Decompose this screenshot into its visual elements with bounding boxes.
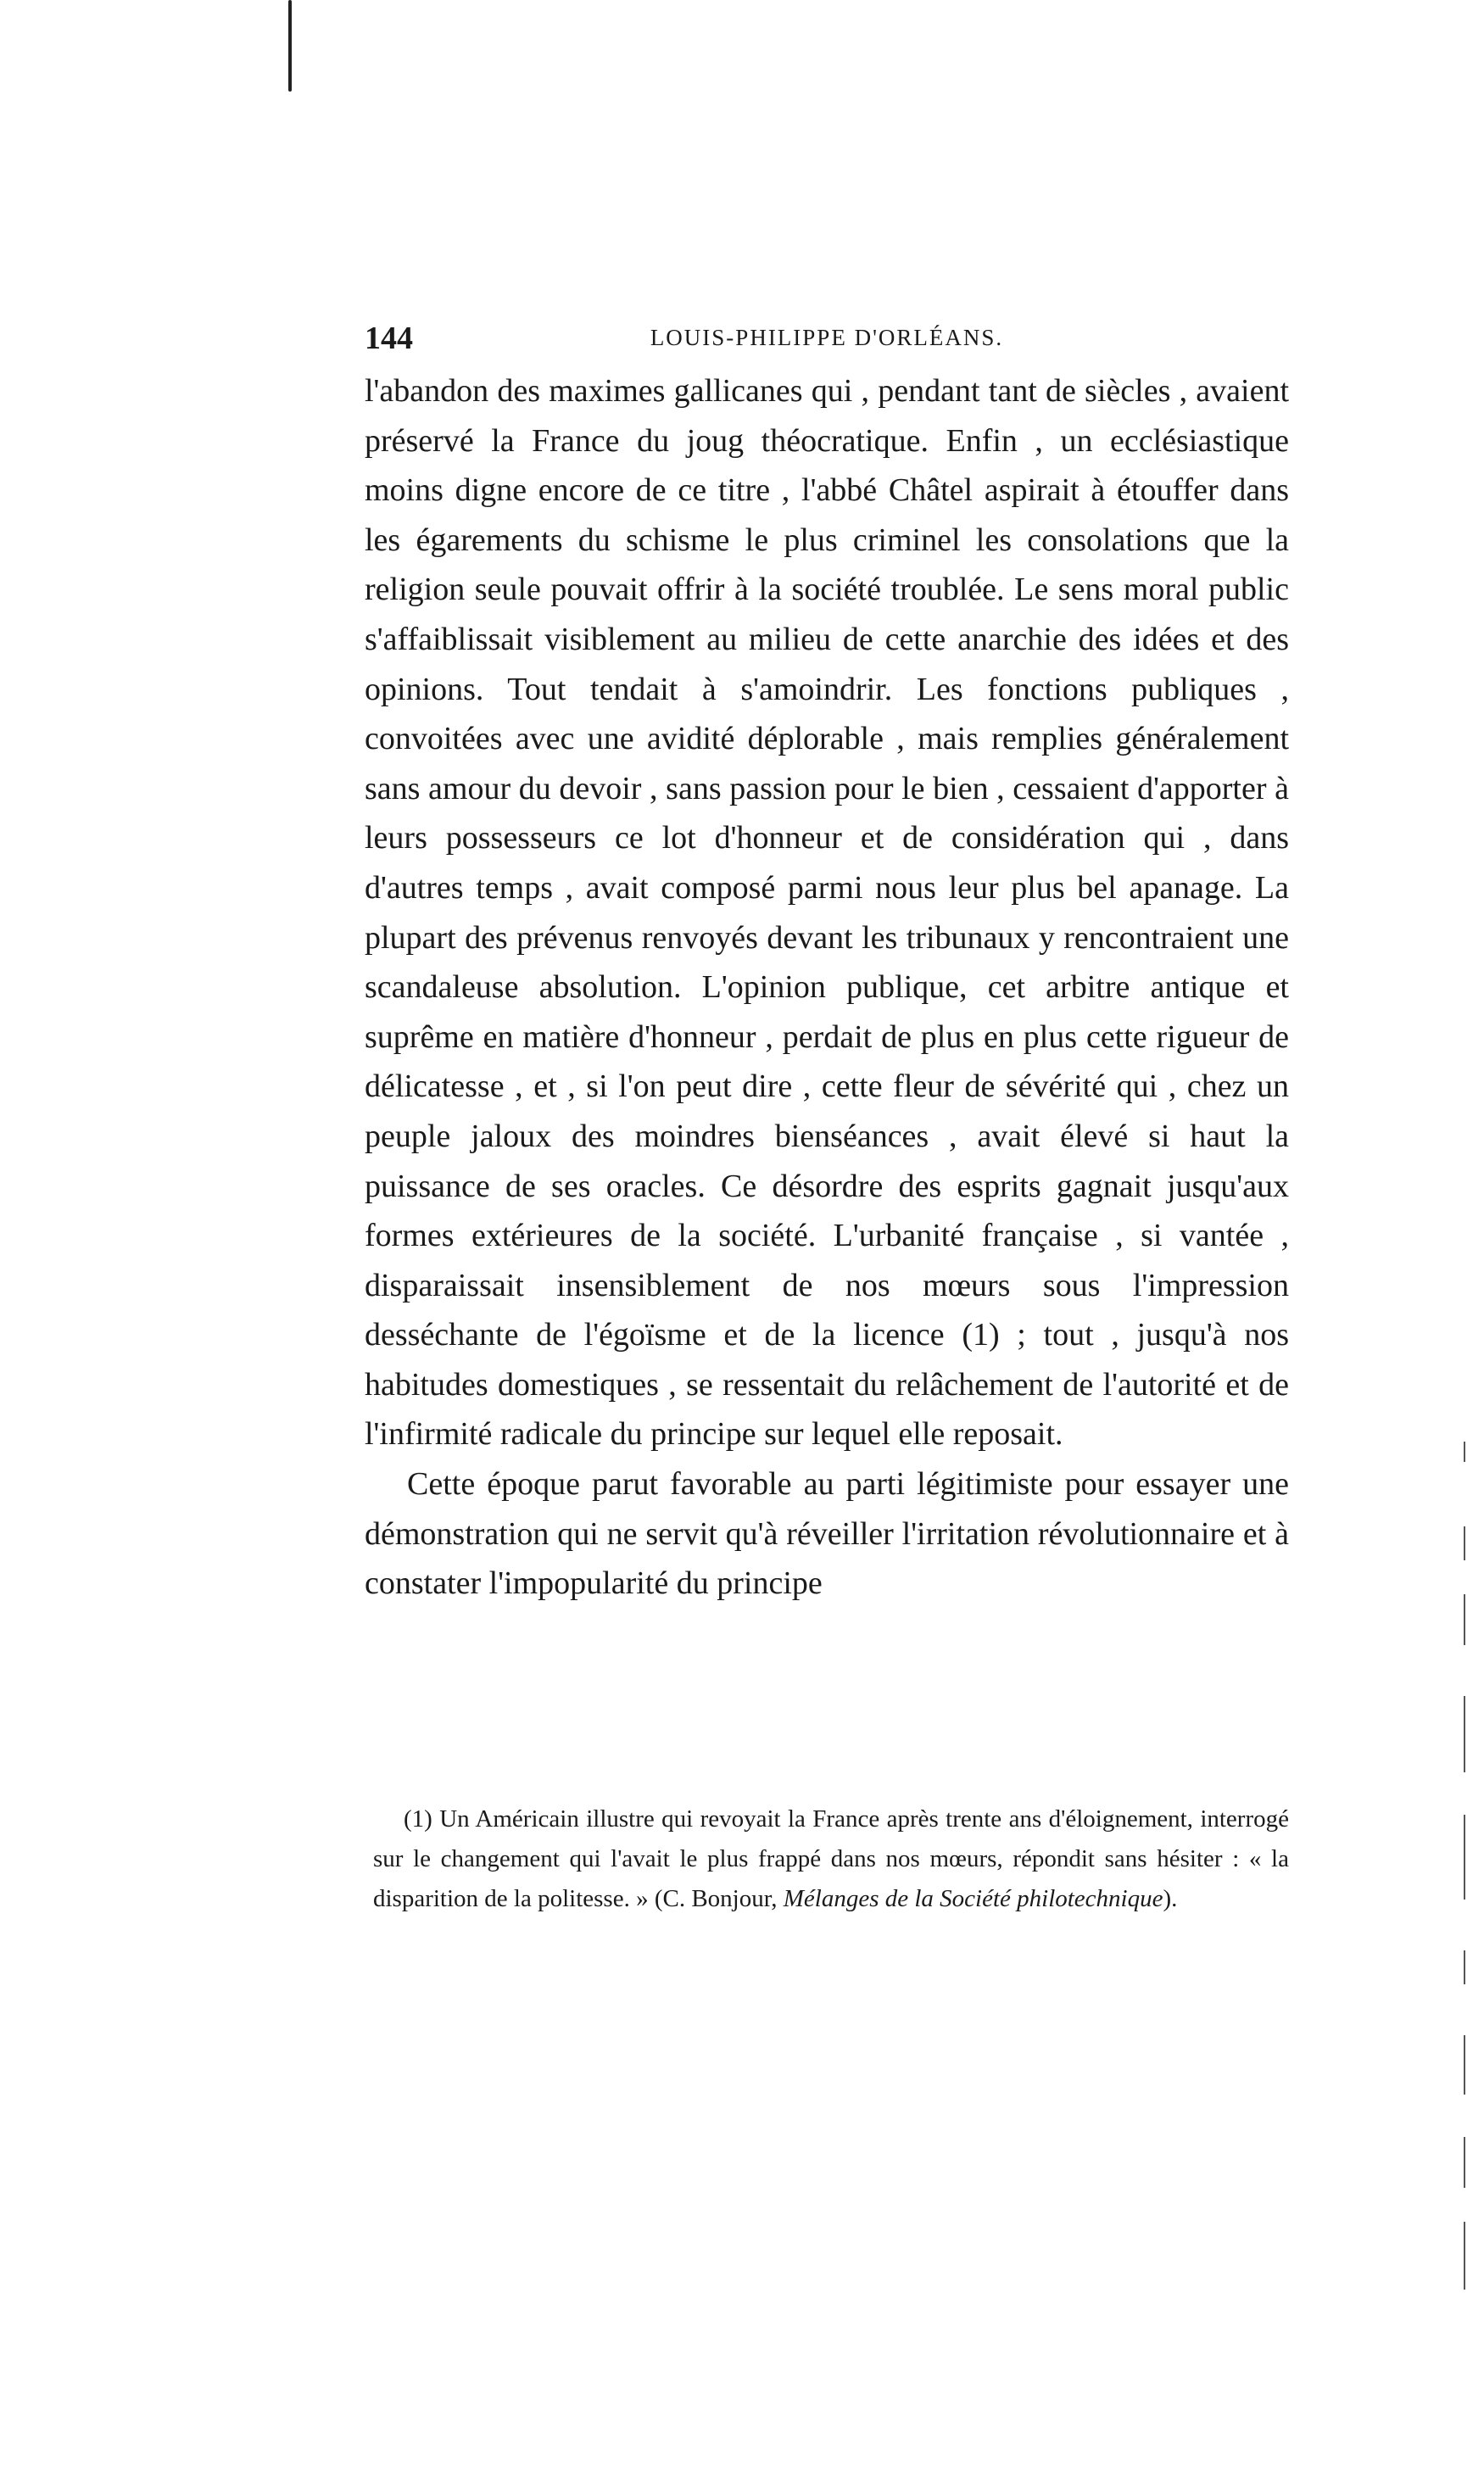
page-number: 144 [365, 321, 413, 356]
footnote [373, 1799, 1289, 1919]
margin-scan-marks [1464, 1442, 1469, 2290]
paragraph-2: Cette époque parut favorable au parti légitimiste pour essayer une démonstration qui ne servit qu'à réveiller l'irritation révolutionnaire et à constater l'impopularité du principe [365, 1466, 1289, 1602]
footnote-text: (1) Un Américain illustre qui revoyait la France après trente ans d'éloignement, interrogé sur le changement qui l'avait le plus frappé dans nos mœurs, répondit sans hésiter : « la disparition de la politesse. » (C. Bonjour, [373, 1805, 1289, 1912]
footnote-citation: Mélanges de la Société philotechnique [783, 1885, 1163, 1912]
scan-artifact-mark [288, 0, 292, 92]
running-title: LOUIS-PHILIPPE D'ORLÉANS. [650, 325, 1004, 350]
running-header [365, 320, 1289, 354]
main-text [365, 366, 1289, 1609]
footnote-closing: ). [1163, 1885, 1178, 1912]
paragraph-1: l'abandon des maximes gallicanes qui , pendant tant de siècles , avaient préservé la France du joug théocratique. Enfin , un ecclésiastique moins digne encore de ce titre , l'abbé Châtel aspirait à étouffer dans les égarements du schisme le plus criminel les consolations que la religion seule pouvait offrir à la société troublée. Le sens moral public s'affaiblissait visiblement au milieu de cette anarchie des idées et des opinions. Tout tendait à s'amoindrir. Les fonctions publiques , convoitées avec une avidité déplorable , mais remplies généralement sans amour du devoir , sans passion pour le bien , cessaient d'apporter à leurs possesseurs ce lot d'honneur et de considération qui , dans d'autres temps , avait composé parmi nous leur plus bel apanage. La plupart des prévenus renvoyés devant les tribunaux y rencontraient une scandaleuse absolution. L'opinion publique, cet arbitre antique et suprême en matière d'honneur , perdait de plus en plus cette rigueur de délicatesse , et , si l'on peut dire , cette fleur de sévérité qui , chez un peuple jaloux des moindres bienséances , avait élevé si haut la puissance de ses oracles. Ce désordre des esprits gagnait jusqu'aux formes extérieures de la société. L'urbanité française , si vantée , disparaissait insensiblement de nos mœurs sous l'impression desséchante de l'égoïsme et de la licence (1) ; tout , jusqu'à nos habitudes domestiques , se ressentait du relâchement de l'autorité et de l'infirmité radicale du principe sur lequel elle reposait. [365, 373, 1289, 1453]
